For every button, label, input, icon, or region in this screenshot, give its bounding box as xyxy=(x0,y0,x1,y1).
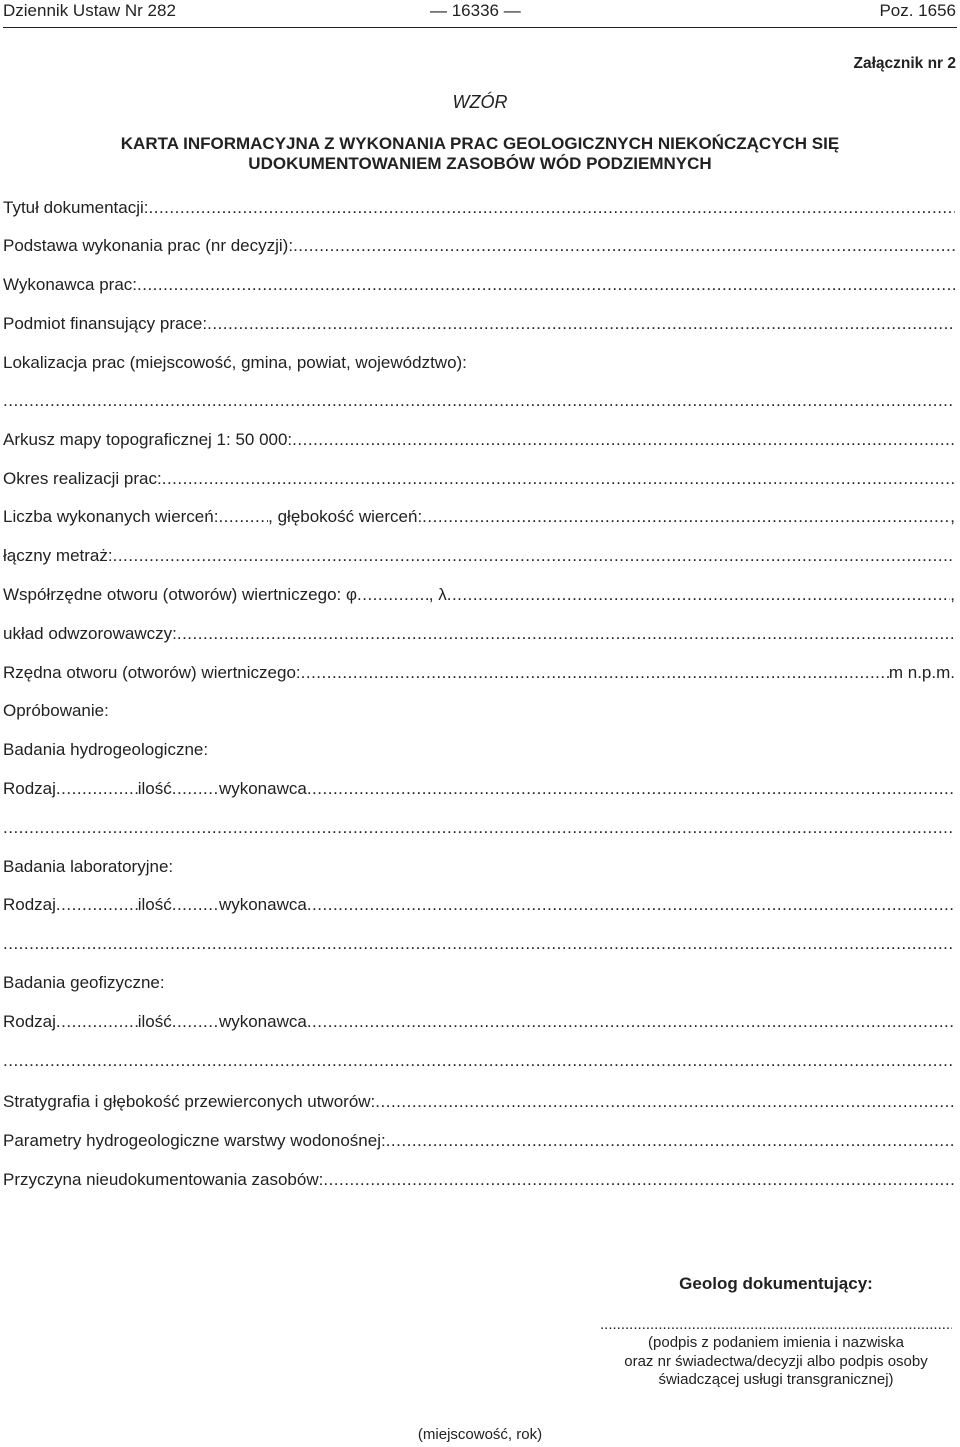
field-label: Parametry hydrogeologiczne warstwy wodonośnej: xyxy=(3,1131,386,1150)
field-label: Stratygrafia i głębokość przewierconych utworów: xyxy=(3,1092,376,1111)
field-label: łączny metraż: xyxy=(3,546,113,565)
field-label: Okres realizacji prac: xyxy=(3,469,162,488)
field-label: Rzędna otworu (otworów) wiertniczego: xyxy=(3,663,301,682)
field-label: Lokalizacja prac (miejscowość, gmina, powiat, województwo): xyxy=(3,353,467,372)
fill-in-dots xyxy=(218,506,268,528)
field-drilling-count-depth[interactable] xyxy=(3,506,955,528)
fill-in-dots xyxy=(292,429,955,451)
page-number: — 16336 — xyxy=(430,1,521,20)
page-header xyxy=(0,0,960,26)
place-year-label: (miejscowość, rok) xyxy=(417,1426,543,1443)
fill-in-dots xyxy=(307,1011,955,1033)
fill-in-dots xyxy=(307,778,955,800)
template-label: WZÓR xyxy=(452,92,508,112)
fill-in-dots xyxy=(172,778,219,800)
field-label: Przyczyna nieudokumentowania zasobów: xyxy=(3,1170,324,1189)
fill-in-dots xyxy=(207,313,955,335)
field-stratigraphy[interactable] xyxy=(3,1091,955,1113)
field-label: wykonawca xyxy=(218,779,307,798)
signature-note-line-1: (podpis z podaniem imienia i nazwiska xyxy=(648,1334,904,1351)
position-number: Poz. 1656 xyxy=(879,1,956,20)
field-basis[interactable] xyxy=(3,235,955,257)
header-rule xyxy=(3,27,957,28)
journal-title: Dziennik Ustaw Nr 282 xyxy=(3,1,176,20)
annex-label: Załącznik nr 2 xyxy=(853,55,956,72)
field-label: wykonawca xyxy=(218,1012,307,1031)
field-geo-type[interactable] xyxy=(3,1011,955,1033)
form-title-line-1: KARTA INFORMACYJNA Z WYKONANIA PRAC GEOLOGICZNYCH NIEKOŃCZĄCYCH SIĘ xyxy=(120,134,840,153)
section-label: Opróbowanie: xyxy=(3,701,109,720)
field-label: Rodzaj xyxy=(3,895,56,914)
fill-in-dots xyxy=(3,1050,955,1072)
fill-in-dots xyxy=(301,662,889,684)
fill-in-dots xyxy=(149,197,955,219)
fill-in-dots xyxy=(3,933,955,955)
field-period[interactable] xyxy=(3,468,955,490)
field-separator: , xyxy=(950,585,955,604)
field-hydro-type[interactable] xyxy=(3,778,955,800)
field-label: Rodzaj xyxy=(3,1012,56,1031)
fill-in-dots xyxy=(375,1091,955,1113)
signature-note-line-2: oraz nr świadectwa/decyzji albo podpis osoby xyxy=(624,1352,928,1370)
fill-in-dots xyxy=(422,506,950,528)
field-funding-entity[interactable] xyxy=(3,313,955,335)
fill-in-dots xyxy=(357,584,429,606)
field-contractor[interactable] xyxy=(3,274,955,296)
field-label: ilość xyxy=(137,779,172,798)
fill-in-dots xyxy=(177,623,955,645)
field-label: Podmiot finansujący prace: xyxy=(3,314,208,333)
fill-in-dots xyxy=(3,817,955,839)
field-label: Liczba wykonanych wierceń: xyxy=(3,507,219,526)
section-laboratory xyxy=(3,856,955,878)
fill-in-dots xyxy=(307,894,955,916)
field-total-meterage[interactable] xyxy=(3,545,955,567)
signature-line[interactable] xyxy=(600,1316,952,1334)
field-label: ilość xyxy=(137,1012,172,1031)
fill-in-dots xyxy=(172,894,219,916)
section-sampling xyxy=(3,700,955,722)
fill-in-dots xyxy=(323,1169,955,1191)
fill-in-dots xyxy=(386,1130,955,1152)
field-hydro-extra[interactable] xyxy=(3,817,955,839)
fill-in-dots xyxy=(162,468,955,490)
field-label: Tytuł dokumentacji: xyxy=(3,198,149,217)
field-label: Współrzędne otworu (otworów) wiertniczego: φ xyxy=(3,585,357,604)
field-label: , głębokość wierceń: xyxy=(268,507,423,526)
signature-title: Geolog dokumentujący: xyxy=(679,1274,873,1293)
field-label: Podstawa wykonania prac (nr decyzji): xyxy=(3,236,294,255)
field-document-title[interactable] xyxy=(3,197,955,219)
field-separator: , xyxy=(950,507,955,526)
fill-in-dots xyxy=(137,274,955,296)
field-location-label xyxy=(3,352,955,374)
fill-in-dots xyxy=(3,390,955,412)
field-lab-extra[interactable] xyxy=(3,933,955,955)
field-hydro-parameters[interactable] xyxy=(3,1130,955,1152)
fill-in-dots xyxy=(113,545,955,567)
field-lab-type[interactable] xyxy=(3,894,955,916)
field-label: ilość xyxy=(137,895,172,914)
unit-label: m n.p.m. xyxy=(888,663,955,682)
form-title-line-2: UDOKUMENTOWANIEM ZASOBÓW WÓD PODZIEMNYCH xyxy=(248,154,712,173)
field-map-sheet[interactable] xyxy=(3,429,955,451)
field-label: układ odwzorowawczy: xyxy=(3,624,177,643)
fill-in-dots xyxy=(172,1011,219,1033)
fill-in-dots xyxy=(56,1011,138,1033)
field-projection[interactable] xyxy=(3,623,955,645)
section-label: Badania geofizyczne: xyxy=(3,973,165,992)
fill-in-dots xyxy=(56,894,138,916)
fill-in-dots xyxy=(293,235,955,257)
signature-note-line-3: świadczącej usługi transgranicznej) xyxy=(658,1371,894,1388)
section-geophysical xyxy=(3,972,955,994)
field-label: , λ xyxy=(428,585,447,604)
field-geo-extra[interactable] xyxy=(3,1050,955,1072)
field-coordinates[interactable] xyxy=(3,584,955,606)
field-label: Wykonawca prac: xyxy=(3,275,138,294)
form-title xyxy=(0,134,960,174)
field-location[interactable] xyxy=(3,390,955,412)
section-label: Badania laboratoryjne: xyxy=(3,857,174,876)
section-hydrogeological xyxy=(3,739,955,761)
fill-in-dots xyxy=(56,778,138,800)
section-label: Badania hydrogeologiczne: xyxy=(3,740,209,759)
field-elevation[interactable] xyxy=(3,662,955,684)
field-label: Arkusz mapy topograficznej 1: 50 000: xyxy=(3,430,293,449)
field-label: wykonawca xyxy=(218,895,307,914)
field-label: Rodzaj xyxy=(3,779,56,798)
fill-in-dots xyxy=(447,584,951,606)
field-reason[interactable] xyxy=(3,1169,955,1191)
signature-note xyxy=(590,1334,960,1390)
